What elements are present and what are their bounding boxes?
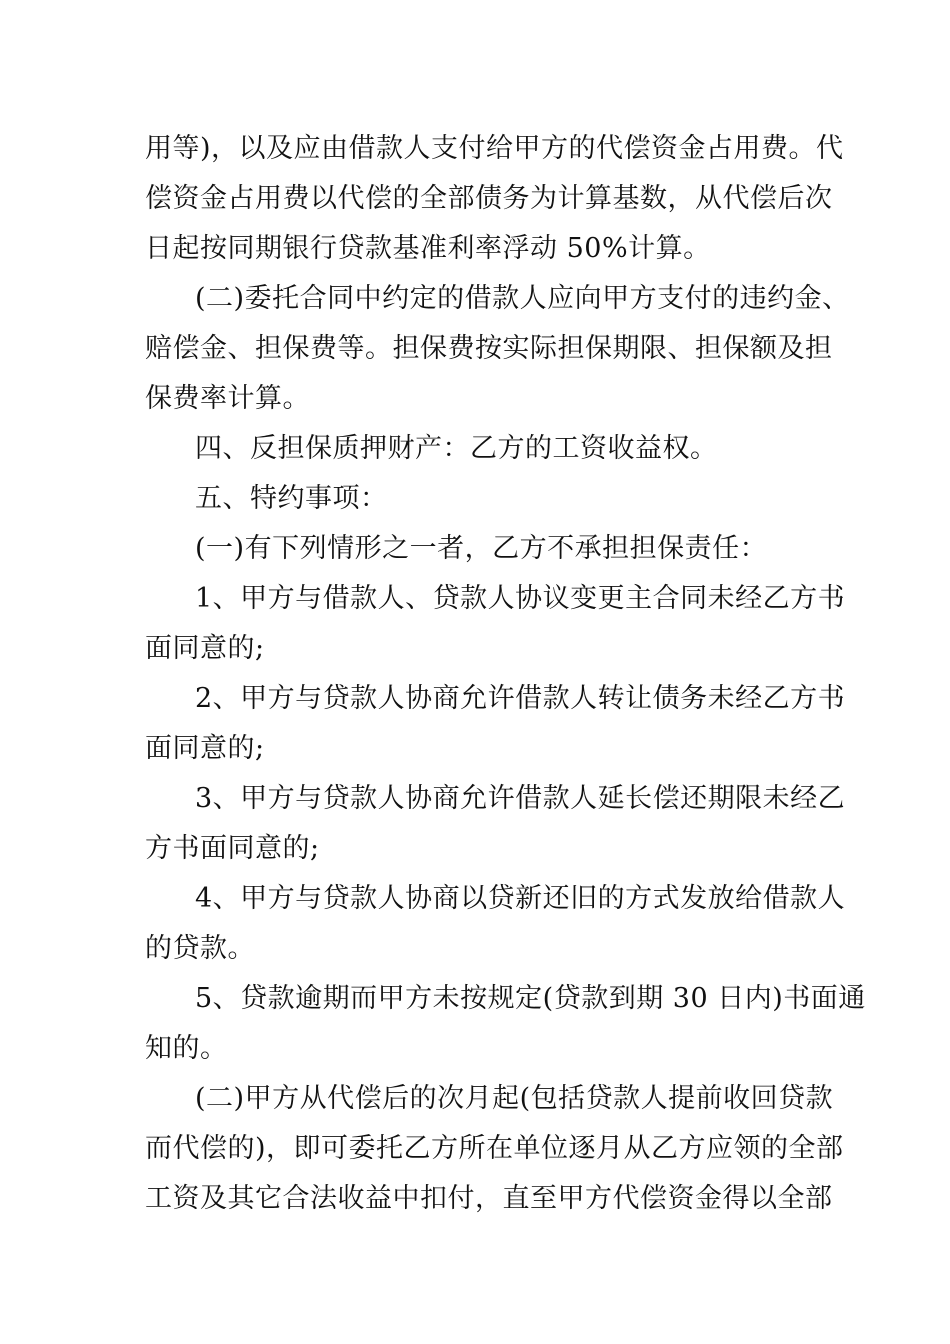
paragraph-line: 而代偿的)，即可委托乙方所在单位逐月从乙方应领的全部 [145,1133,844,1164]
paragraph-line: 用等)，以及应由借款人支付给甲方的代偿资金占用费。代 [145,133,844,164]
section-heading: 五、特约事项： [195,483,388,514]
list-item-line: 3、甲方与贷款人协商允许借款人延长偿还期限未经乙 [195,783,846,814]
list-item-line: 面同意的; [145,733,265,764]
list-item-line: 的贷款。 [145,933,255,964]
paragraph-line: 日起按同期银行贷款基准利率浮动 50%计算。 [145,233,711,264]
list-item-line: 1、甲方与借款人、贷款人协议变更主合同未经乙方书 [195,583,846,614]
paragraph-line: (二)委托合同中约定的借款人应向甲方支付的违约金、 [195,283,850,314]
list-item-line: 2、甲方与贷款人协商允许借款人转让债务未经乙方书 [195,683,846,714]
paragraph-line: 偿资金占用费以代偿的全部债务为计算基数，从代偿后次 [145,183,833,214]
paragraph-line: 保费率计算。 [145,383,310,414]
paragraph-line: 工资及其它合法收益中扣付，直至甲方代偿资金得以全部 [145,1183,833,1214]
list-item-line: 方书面同意的; [145,833,320,864]
list-item-line: 面同意的; [145,633,265,664]
section-heading: 四、反担保质押财产：乙方的工资收益权。 [195,433,718,464]
paragraph-line: (二)甲方从代偿后的次月起(包括贷款人提前收回贷款 [195,1083,834,1114]
list-item-line: 5、贷款逾期而甲方未按规定(贷款到期 30 日内)书面通 [195,983,866,1014]
paragraph-line: (一)有下列情形之一者，乙方不承担担保责任： [195,533,768,564]
list-item-line: 4、甲方与贷款人协商以贷新还旧的方式发放给借款人 [195,883,846,914]
list-item-line: 知的。 [145,1033,228,1064]
paragraph-line: 赔偿金、担保费等。担保费按实际担保期限、担保额及担 [145,333,833,364]
